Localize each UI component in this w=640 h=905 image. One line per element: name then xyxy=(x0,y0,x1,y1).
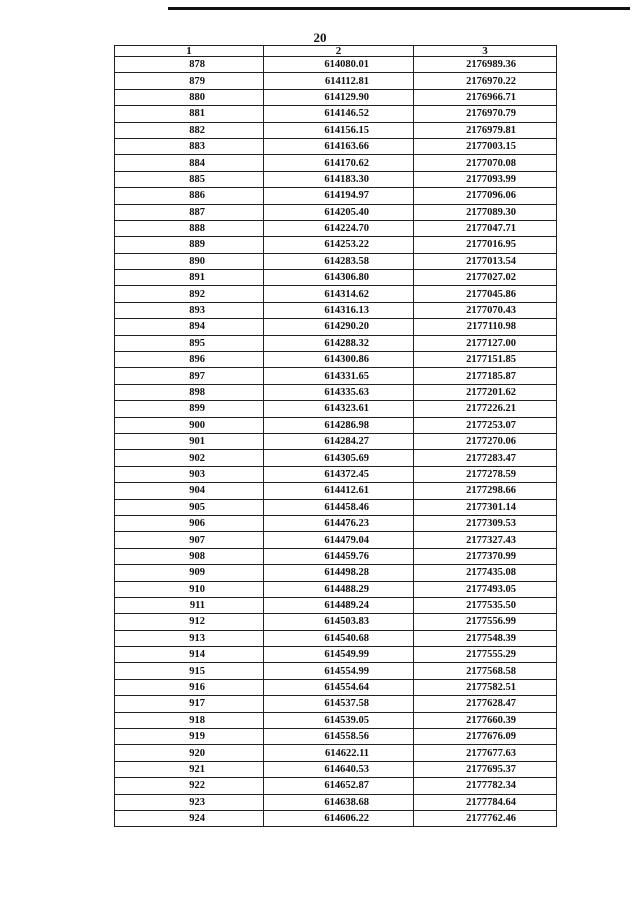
point-number-cell: 912 xyxy=(115,614,264,630)
x-coordinate-cell: 614316.13 xyxy=(264,302,414,318)
point-number-cell: 889 xyxy=(115,237,264,253)
y-coordinate-cell: 2177253.07 xyxy=(414,417,557,433)
coordinates-table xyxy=(114,45,557,827)
table-row xyxy=(115,565,557,581)
y-coordinate-cell: 2177695.37 xyxy=(414,761,557,777)
table-row xyxy=(115,761,557,777)
table-row xyxy=(115,171,557,187)
point-number-cell: 903 xyxy=(115,466,264,482)
y-coordinate-cell: 2177784.64 xyxy=(414,794,557,810)
y-coordinate-cell: 2177096.06 xyxy=(414,188,557,204)
point-number-cell: 899 xyxy=(115,401,264,417)
page-number: 20 xyxy=(313,30,327,45)
table-row xyxy=(115,204,557,220)
y-coordinate-cell: 2177003.15 xyxy=(414,138,557,154)
x-coordinate-cell: 614284.27 xyxy=(264,433,414,449)
y-coordinate-cell: 2177660.39 xyxy=(414,712,557,728)
point-number-cell: 881 xyxy=(115,106,264,122)
table-row xyxy=(115,810,557,826)
y-coordinate-cell: 2176989.36 xyxy=(414,57,557,73)
y-coordinate-cell: 2177278.59 xyxy=(414,466,557,482)
y-coordinate-cell: 2177327.43 xyxy=(414,532,557,548)
x-coordinate-cell: 614183.30 xyxy=(264,171,414,187)
column-header-2: 2 xyxy=(264,46,414,57)
x-coordinate-cell: 614476.23 xyxy=(264,515,414,531)
y-coordinate-cell: 2177535.50 xyxy=(414,597,557,613)
x-coordinate-cell: 614540.68 xyxy=(264,630,414,646)
table-row xyxy=(115,630,557,646)
point-number-cell: 882 xyxy=(115,122,264,138)
x-coordinate-cell: 614622.11 xyxy=(264,745,414,761)
point-number-cell: 888 xyxy=(115,220,264,236)
x-coordinate-cell: 614323.61 xyxy=(264,401,414,417)
table-row xyxy=(115,155,557,171)
table-row xyxy=(115,778,557,794)
table-row xyxy=(115,417,557,433)
table-row xyxy=(115,647,557,663)
y-coordinate-cell: 2177110.98 xyxy=(414,319,557,335)
table-row xyxy=(115,450,557,466)
x-coordinate-cell: 614335.63 xyxy=(264,384,414,400)
table-row xyxy=(115,499,557,515)
table-row xyxy=(115,712,557,728)
x-coordinate-cell: 614170.62 xyxy=(264,155,414,171)
column-header-3: 3 xyxy=(414,46,557,57)
point-number-cell: 916 xyxy=(115,679,264,695)
point-number-cell: 914 xyxy=(115,647,264,663)
table-row xyxy=(115,532,557,548)
y-coordinate-cell: 2177089.30 xyxy=(414,204,557,220)
top-rule xyxy=(168,7,630,10)
x-coordinate-cell: 614305.69 xyxy=(264,450,414,466)
point-number-cell: 896 xyxy=(115,352,264,368)
y-coordinate-cell: 2177201.62 xyxy=(414,384,557,400)
table-row xyxy=(115,138,557,154)
point-number-cell: 908 xyxy=(115,548,264,564)
table-row xyxy=(115,352,557,368)
table-row xyxy=(115,286,557,302)
table-row xyxy=(115,319,557,335)
y-coordinate-cell: 2177493.05 xyxy=(414,581,557,597)
table-row xyxy=(115,581,557,597)
point-number-cell: 911 xyxy=(115,597,264,613)
table-row xyxy=(115,515,557,531)
column-header-1: 1 xyxy=(115,46,264,57)
table-row xyxy=(115,483,557,499)
point-number-cell: 887 xyxy=(115,204,264,220)
point-number-cell: 909 xyxy=(115,565,264,581)
point-number-cell: 922 xyxy=(115,778,264,794)
y-coordinate-cell: 2177016.95 xyxy=(414,237,557,253)
y-coordinate-cell: 2177226.21 xyxy=(414,401,557,417)
x-coordinate-cell: 614290.20 xyxy=(264,319,414,335)
point-number-cell: 886 xyxy=(115,188,264,204)
x-coordinate-cell: 614286.98 xyxy=(264,417,414,433)
point-number-cell: 892 xyxy=(115,286,264,302)
x-coordinate-cell: 614288.32 xyxy=(264,335,414,351)
point-number-cell: 890 xyxy=(115,253,264,269)
x-coordinate-cell: 614156.15 xyxy=(264,122,414,138)
point-number-cell: 893 xyxy=(115,302,264,318)
y-coordinate-cell: 2177309.53 xyxy=(414,515,557,531)
y-coordinate-cell: 2177013.54 xyxy=(414,253,557,269)
table-body xyxy=(115,57,557,827)
point-number-cell: 924 xyxy=(115,810,264,826)
table-row xyxy=(115,57,557,73)
y-coordinate-cell: 2177027.02 xyxy=(414,270,557,286)
point-number-cell: 920 xyxy=(115,745,264,761)
table-row xyxy=(115,73,557,89)
table-row xyxy=(115,729,557,745)
y-coordinate-cell: 2177555.29 xyxy=(414,647,557,663)
point-number-cell: 898 xyxy=(115,384,264,400)
y-coordinate-cell: 2177070.43 xyxy=(414,302,557,318)
table-row xyxy=(115,696,557,712)
table-row xyxy=(115,401,557,417)
x-coordinate-cell: 614640.53 xyxy=(264,761,414,777)
y-coordinate-cell: 2177556.99 xyxy=(414,614,557,630)
y-coordinate-cell: 2177127.00 xyxy=(414,335,557,351)
table-row xyxy=(115,679,557,695)
point-number-cell: 883 xyxy=(115,138,264,154)
x-coordinate-cell: 614537.58 xyxy=(264,696,414,712)
x-coordinate-cell: 614503.83 xyxy=(264,614,414,630)
point-number-cell: 891 xyxy=(115,270,264,286)
y-coordinate-cell: 2176970.22 xyxy=(414,73,557,89)
y-coordinate-cell: 2177582.51 xyxy=(414,679,557,695)
point-number-cell: 904 xyxy=(115,483,264,499)
y-coordinate-cell: 2177185.87 xyxy=(414,368,557,384)
y-coordinate-cell: 2177045.86 xyxy=(414,286,557,302)
point-number-cell: 921 xyxy=(115,761,264,777)
point-number-cell: 905 xyxy=(115,499,264,515)
y-coordinate-cell: 2177568.58 xyxy=(414,663,557,679)
x-coordinate-cell: 614306.80 xyxy=(264,270,414,286)
x-coordinate-cell: 614300.86 xyxy=(264,352,414,368)
point-number-cell: 895 xyxy=(115,335,264,351)
table-row xyxy=(115,302,557,318)
y-coordinate-cell: 2177047.71 xyxy=(414,220,557,236)
y-coordinate-cell: 2177628.47 xyxy=(414,696,557,712)
x-coordinate-cell: 614606.22 xyxy=(264,810,414,826)
x-coordinate-cell: 614112.81 xyxy=(264,73,414,89)
table-row xyxy=(115,89,557,105)
point-number-cell: 917 xyxy=(115,696,264,712)
table-row xyxy=(115,663,557,679)
point-number-cell: 884 xyxy=(115,155,264,171)
x-coordinate-cell: 614549.99 xyxy=(264,647,414,663)
x-coordinate-cell: 614489.24 xyxy=(264,597,414,613)
table-row xyxy=(115,188,557,204)
table-row xyxy=(115,548,557,564)
table-row xyxy=(115,466,557,482)
point-number-cell: 919 xyxy=(115,729,264,745)
y-coordinate-cell: 2177677.63 xyxy=(414,745,557,761)
table-row xyxy=(115,745,557,761)
x-coordinate-cell: 614488.29 xyxy=(264,581,414,597)
x-coordinate-cell: 614129.90 xyxy=(264,89,414,105)
x-coordinate-cell: 614458.46 xyxy=(264,499,414,515)
y-coordinate-cell: 2177298.66 xyxy=(414,483,557,499)
table-row xyxy=(115,335,557,351)
y-coordinate-cell: 2177548.39 xyxy=(414,630,557,646)
y-coordinate-cell: 2177093.99 xyxy=(414,171,557,187)
point-number-cell: 918 xyxy=(115,712,264,728)
x-coordinate-cell: 614558.56 xyxy=(264,729,414,745)
x-coordinate-cell: 614412.61 xyxy=(264,483,414,499)
point-number-cell: 907 xyxy=(115,532,264,548)
point-number-cell: 897 xyxy=(115,368,264,384)
point-number-cell: 910 xyxy=(115,581,264,597)
x-coordinate-cell: 614314.62 xyxy=(264,286,414,302)
point-number-cell: 885 xyxy=(115,171,264,187)
point-number-cell: 879 xyxy=(115,73,264,89)
x-coordinate-cell: 614652.87 xyxy=(264,778,414,794)
y-coordinate-cell: 2177151.85 xyxy=(414,352,557,368)
x-coordinate-cell: 614479.04 xyxy=(264,532,414,548)
x-coordinate-cell: 614283.58 xyxy=(264,253,414,269)
table-row xyxy=(115,237,557,253)
table-row xyxy=(115,106,557,122)
point-number-cell: 880 xyxy=(115,89,264,105)
y-coordinate-cell: 2176966.71 xyxy=(414,89,557,105)
table-row xyxy=(115,794,557,810)
x-coordinate-cell: 614080.01 xyxy=(264,57,414,73)
point-number-cell: 878 xyxy=(115,57,264,73)
x-coordinate-cell: 614498.28 xyxy=(264,565,414,581)
x-coordinate-cell: 614163.66 xyxy=(264,138,414,154)
table-row xyxy=(115,597,557,613)
table-row xyxy=(115,384,557,400)
x-coordinate-cell: 614205.40 xyxy=(264,204,414,220)
x-coordinate-cell: 614146.52 xyxy=(264,106,414,122)
x-coordinate-cell: 614253.22 xyxy=(264,237,414,253)
point-number-cell: 900 xyxy=(115,417,264,433)
y-coordinate-cell: 2176979.81 xyxy=(414,122,557,138)
y-coordinate-cell: 2177070.08 xyxy=(414,155,557,171)
y-coordinate-cell: 2177270.06 xyxy=(414,433,557,449)
x-coordinate-cell: 614638.68 xyxy=(264,794,414,810)
x-coordinate-cell: 614224.70 xyxy=(264,220,414,236)
table-row xyxy=(115,614,557,630)
y-coordinate-cell: 2177283.47 xyxy=(414,450,557,466)
table-row xyxy=(115,433,557,449)
point-number-cell: 923 xyxy=(115,794,264,810)
table-row xyxy=(115,270,557,286)
y-coordinate-cell: 2177370.99 xyxy=(414,548,557,564)
point-number-cell: 906 xyxy=(115,515,264,531)
table-header-row xyxy=(115,46,557,57)
point-number-cell: 913 xyxy=(115,630,264,646)
table-row xyxy=(115,368,557,384)
x-coordinate-cell: 614554.64 xyxy=(264,679,414,695)
y-coordinate-cell: 2177435.08 xyxy=(414,565,557,581)
x-coordinate-cell: 614331.65 xyxy=(264,368,414,384)
table-row xyxy=(115,253,557,269)
table-row xyxy=(115,220,557,236)
x-coordinate-cell: 614459.76 xyxy=(264,548,414,564)
y-coordinate-cell: 2177762.46 xyxy=(414,810,557,826)
point-number-cell: 901 xyxy=(115,433,264,449)
point-number-cell: 915 xyxy=(115,663,264,679)
point-number-cell: 894 xyxy=(115,319,264,335)
x-coordinate-cell: 614372.45 xyxy=(264,466,414,482)
x-coordinate-cell: 614554.99 xyxy=(264,663,414,679)
y-coordinate-cell: 2176970.79 xyxy=(414,106,557,122)
x-coordinate-cell: 614194.97 xyxy=(264,188,414,204)
y-coordinate-cell: 2177301.14 xyxy=(414,499,557,515)
x-coordinate-cell: 614539.05 xyxy=(264,712,414,728)
point-number-cell: 902 xyxy=(115,450,264,466)
y-coordinate-cell: 2177782.34 xyxy=(414,778,557,794)
y-coordinate-cell: 2177676.09 xyxy=(414,729,557,745)
table-row xyxy=(115,122,557,138)
